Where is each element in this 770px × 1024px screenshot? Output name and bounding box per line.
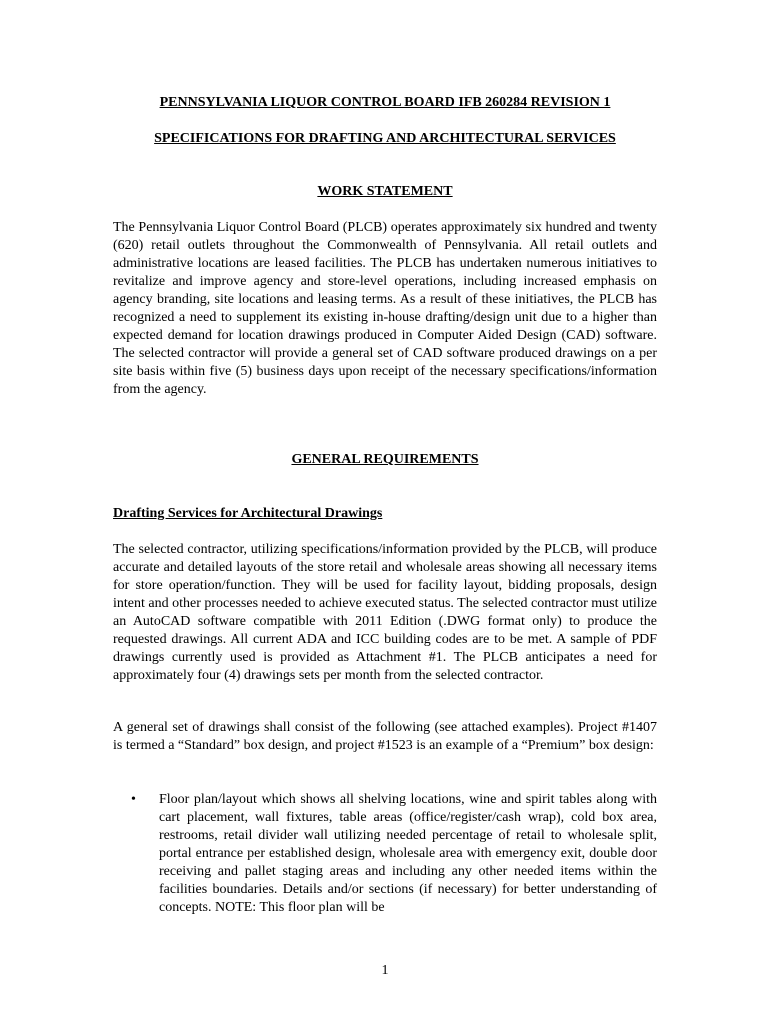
list-item [113,791,657,917]
document-title-line-2: SPECIFICATIONS FOR DRAFTING AND ARCHITECTURAL SERVICES [154,131,616,146]
bullet-item-text: Floor plan/layout which shows all shelving locations, wine and spirit tables along with cart placement, wall fixtures, table areas (office/register/cash wrap), cold box area, restrooms, retail divider wall utilizing needed percentage of retail to wholesale split, portal entrance per established design, wholesale area with emergency exit, double door receiving and pallet staging areas and including any other needed items within the facilities boundaries. Details and/or sections (if necessary) for better understanding of concepts. NOTE: This floor plan will be [159,792,657,915]
general-requirements-heading: GENERAL REQUIREMENTS [291,452,479,467]
bullet-icon: • [131,792,136,807]
work-statement-heading: WORK STATEMENT [317,184,453,199]
drafting-services-paragraph: The selected contractor, utilizing specifications/information provided by the PLCB, will produce accurate and detailed layouts of the store retail and wholesale areas showing all necessary items for store operation/function. They will be used for facility layout, bidding proposals, design intent and other processes needed to achieve executed status. The selected contractor must utilize an AutoCAD software compatible with 2011 Edition (.DWG format only) to produce the requested drawings. All current ADA and ICC building codes are to be met. A sample of PDF drawings currently used is provided as Attachment #1. The PLCB anticipates a need for approximately four (4) drawings sets per month from the selected contractor. [113,542,657,683]
document-title-line-1: PENNSYLVANIA LIQUOR CONTROL BOARD IFB 260284 REVISION 1 [159,95,611,110]
page-number: 1 [381,963,389,978]
drawing-set-intro-paragraph: A general set of drawings shall consist of the following (see attached examples). Project #1407 is termed a “Standard” box design, and project #1523 is an example of a “Premium” box design: [113,720,657,753]
drafting-services-subheading: Drafting Services for Architectural Drawings [113,506,383,521]
work-statement-paragraph: The Pennsylvania Liquor Control Board (PLCB) operates approximately six hundred and twenty (620) retail outlets throughout the Commonwealth of Pennsylvania. All retail outlets and administrative locations are leased facilities. The PLCB has undertaken numerous initiatives to revitalize and improve agency and store-level operations, including increased emphasis on agency branding, site locations and leasing terms. As a result of these initiatives, the PLCB has recognized a need to supplement its existing in-house drafting/design unit due to a higher than expected demand for location drawings produced in Computer Aided Design (CAD) software. The selected contractor will provide a general set of CAD software produced drawings on a per site basis within five (5) business days upon receipt of the necessary specifications/information from the agency. [113,220,657,397]
drawing-set-bullet-list [113,791,657,917]
